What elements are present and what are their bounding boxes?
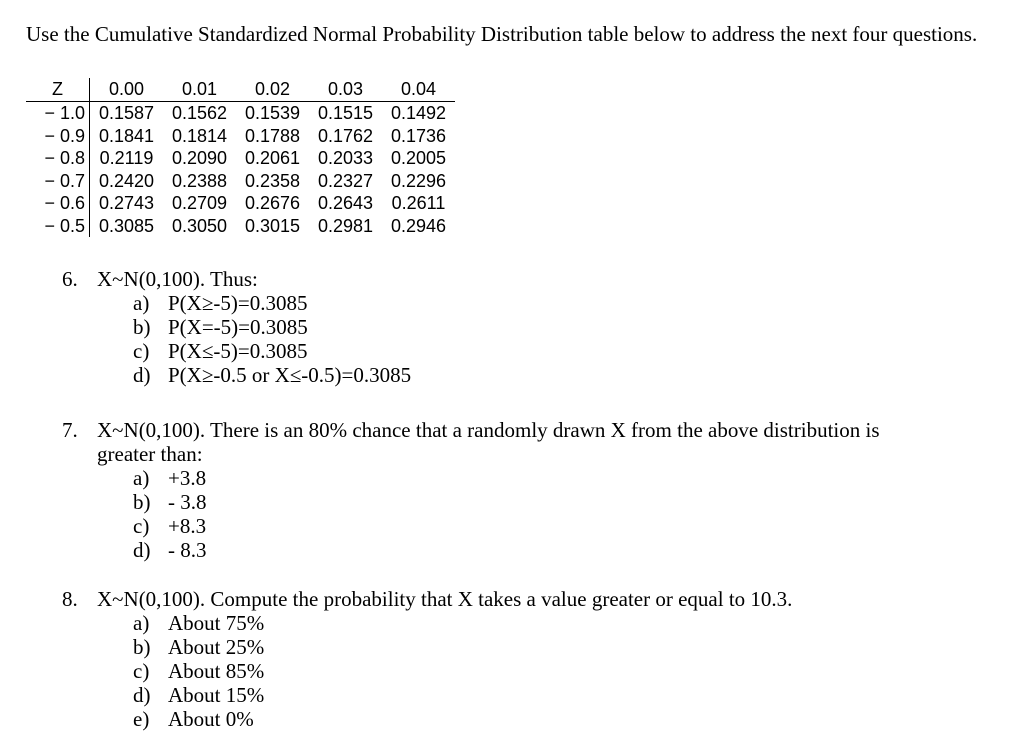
option-text: P(X≥-5)=0.3085 <box>168 291 308 315</box>
table-cell: 0.3085 <box>98 215 155 236</box>
option-text: +3.8 <box>168 466 207 490</box>
table-cell: 0.2611 <box>391 193 446 213</box>
column-header: 0.04 <box>400 79 437 99</box>
option-text: About 25% <box>168 635 265 659</box>
table-cell: 0.1788 <box>244 125 301 146</box>
column-header: 0.01 <box>181 79 218 99</box>
option-text: About 85% <box>168 659 265 683</box>
table-row <box>26 215 455 238</box>
answer-option <box>133 514 917 538</box>
table-cell: 0.1762 <box>317 125 374 146</box>
answer-option <box>133 315 917 339</box>
answer-option <box>133 635 917 659</box>
option-label: a) <box>133 611 150 635</box>
option-label: b) <box>133 635 151 659</box>
answer-option <box>133 490 917 514</box>
option-label: b) <box>133 315 151 339</box>
question-8 <box>62 587 917 731</box>
column-header: 0.03 <box>327 79 364 99</box>
option-text: About 0% <box>168 707 254 731</box>
table-cell: 0.1587 <box>98 103 155 123</box>
answer-option <box>133 538 917 562</box>
question-text: X~N(0,100). Compute the probability that X takes a value greater or equal to 10.3. <box>97 587 793 611</box>
option-text: P(X=-5)=0.3085 <box>168 315 308 339</box>
table-cell: 0.3015 <box>244 215 301 236</box>
table-cell: 0.2946 <box>390 215 447 236</box>
table-row <box>26 102 455 125</box>
option-text: P(X≤-5)=0.3085 <box>168 339 308 363</box>
answer-options <box>133 466 917 562</box>
z-table-header <box>26 78 455 102</box>
answer-option <box>133 339 917 363</box>
option-text: - 8.3 <box>168 538 207 562</box>
column-header: 0.00 <box>108 79 145 99</box>
answer-option <box>133 707 917 731</box>
z-value: − 0.6 <box>26 192 90 215</box>
table-cell: 0.1562 <box>171 103 228 123</box>
table-cell: 0.2709 <box>171 193 228 213</box>
question-text: X~N(0,100). Thus: <box>97 267 258 291</box>
z-value: − 0.5 <box>26 215 90 238</box>
table-cell: 0.2061 <box>244 148 301 168</box>
question-7 <box>62 418 917 562</box>
option-label: a) <box>133 291 150 315</box>
option-label: e) <box>133 707 150 731</box>
option-text: +8.3 <box>168 514 207 538</box>
table-cell: 0.1492 <box>390 103 447 123</box>
table-cell: 0.2676 <box>244 193 301 213</box>
table-row <box>26 192 455 215</box>
option-label: b) <box>133 490 151 514</box>
table-cell: 0.2743 <box>98 193 155 213</box>
option-label: d) <box>133 683 151 707</box>
table-cell: 0.2981 <box>317 215 374 236</box>
option-text: About 15% <box>168 683 265 707</box>
table-cell: 0.1736 <box>390 125 447 146</box>
option-label: a) <box>133 466 150 490</box>
table-cell: 0.1515 <box>317 103 374 123</box>
answer-option <box>133 363 917 387</box>
answer-option <box>133 466 917 490</box>
option-label: c) <box>133 659 150 683</box>
question-number: 7. <box>62 418 78 442</box>
answer-options <box>133 611 917 731</box>
answer-options <box>133 291 917 387</box>
option-label: d) <box>133 538 151 562</box>
table-row <box>26 125 455 148</box>
z-value: − 0.9 <box>26 125 90 148</box>
answer-option <box>133 291 917 315</box>
table-cell: 0.2388 <box>171 170 228 191</box>
z-table <box>26 78 455 237</box>
question-number: 8. <box>62 587 78 611</box>
z-value: − 0.7 <box>26 170 90 193</box>
answer-option <box>133 611 917 635</box>
table-cell: 0.3050 <box>171 215 228 236</box>
z-column-header: Z <box>26 78 90 101</box>
column-header: 0.02 <box>254 79 291 99</box>
option-label: c) <box>133 514 150 538</box>
question-number: 6. <box>62 267 78 291</box>
table-cell: 0.2358 <box>244 170 301 191</box>
z-value: − 1.0 <box>26 102 90 125</box>
table-cell: 0.2090 <box>171 148 228 168</box>
table-cell: 0.2643 <box>317 193 374 213</box>
table-cell: 0.2005 <box>390 148 447 168</box>
table-cell: 0.1841 <box>98 125 155 146</box>
table-cell: 0.2119 <box>99 148 154 168</box>
table-cell: 0.2296 <box>390 170 447 191</box>
option-text: About 75% <box>168 611 265 635</box>
answer-option <box>133 659 917 683</box>
option-text: - 3.8 <box>168 490 207 514</box>
table-cell: 0.1539 <box>244 103 301 123</box>
table-cell: 0.1814 <box>171 125 228 146</box>
intro-paragraph: Use the Cumulative Standardized Normal Probability Distribution table below to address the next four questions. <box>26 22 978 46</box>
answer-option <box>133 683 917 707</box>
option-label: d) <box>133 363 151 387</box>
table-cell: 0.2033 <box>317 148 374 168</box>
table-cell: 0.2327 <box>317 170 374 191</box>
question-6 <box>62 267 917 387</box>
table-row <box>26 170 455 193</box>
option-label: c) <box>133 339 150 363</box>
question-text: X~N(0,100). There is an 80% chance that a randomly drawn X from the above distribution is greater than: <box>97 418 880 466</box>
table-row <box>26 147 455 170</box>
option-text: P(X≥-0.5 or X≤-0.5)=0.3085 <box>168 363 412 387</box>
z-value: − 0.8 <box>26 147 90 170</box>
table-cell: 0.2420 <box>98 170 155 191</box>
